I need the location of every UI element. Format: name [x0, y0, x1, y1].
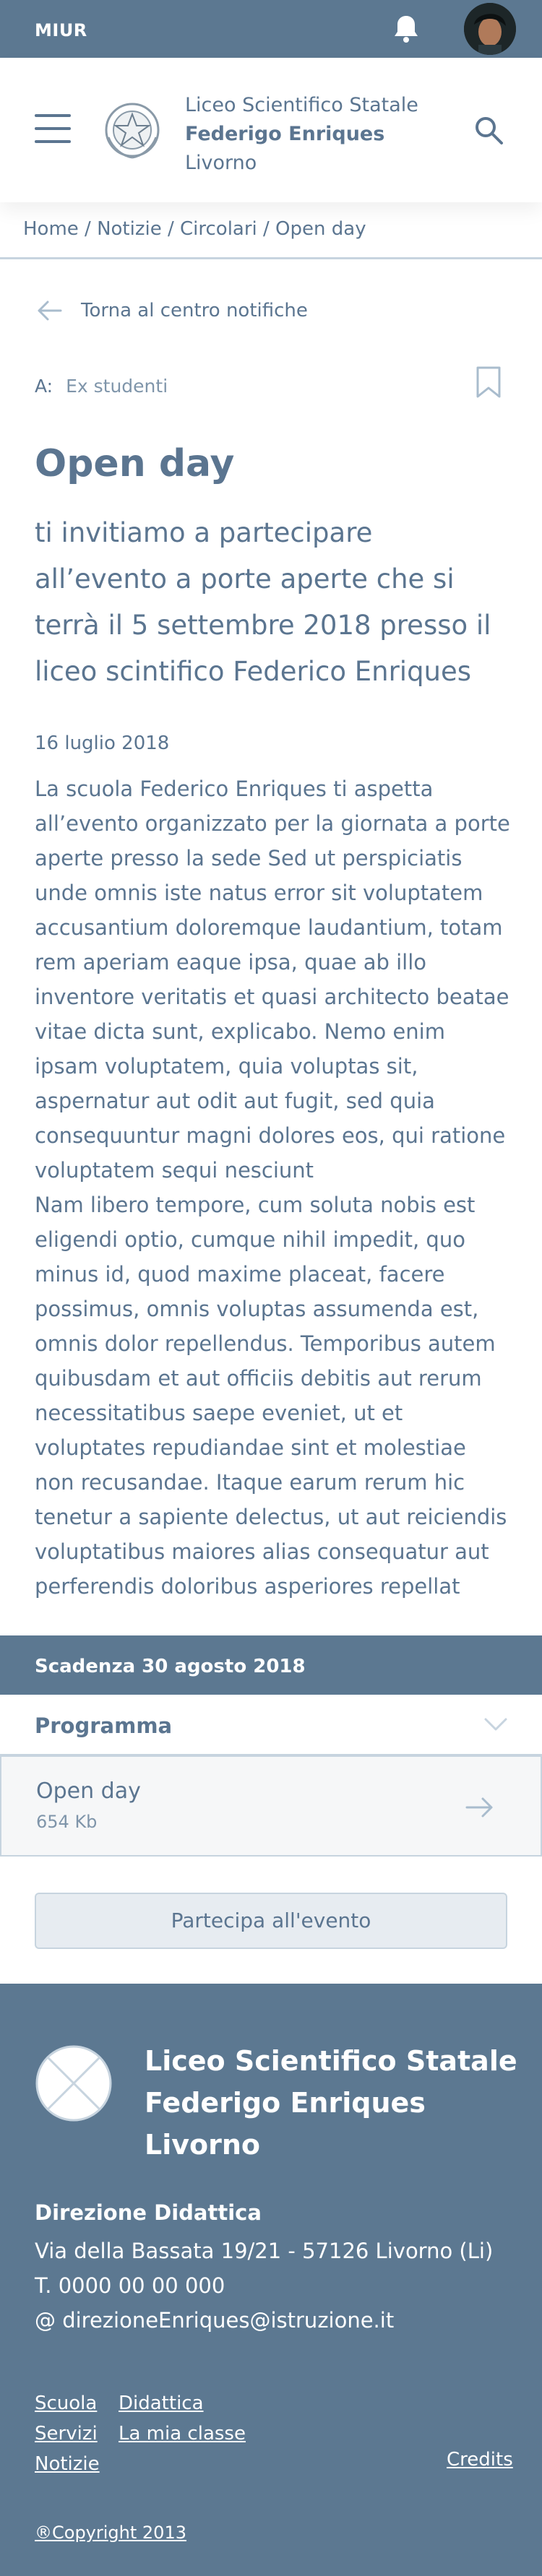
attachment-item[interactable]	[0, 1755, 542, 1857]
back-to-notifications-link[interactable]	[35, 296, 308, 325]
attachment-name: Open day	[36, 1778, 141, 1804]
menu-icon[interactable]	[35, 114, 71, 146]
search-icon[interactable]	[473, 114, 504, 146]
address: Via della Bassata 19/21 - 57126 Livorno (Li)	[35, 2239, 494, 2263]
deadline-banner: Scadenza 30 agosto 2018	[0, 1635, 542, 1695]
school-name-line3: Livorno	[185, 152, 257, 174]
back-link-label: Torna al centro notifiche	[81, 300, 308, 321]
school-name-line1: Liceo Scientifico Statale	[185, 94, 418, 116]
bookmark-icon[interactable]	[476, 366, 502, 399]
republic-emblem-icon	[101, 94, 163, 163]
school-logo-placeholder-icon	[35, 2044, 113, 2122]
article-paragraph: Nam libero tempore, cum soluta nobis est eligendi optio, cumque nihil impedit, quo minus id, quod maxime placeat, facere possimus, omnis voluptas assumenda est, omnis dolor repellendus. Temporibus autem quibusdam et aut officiis debitis aut rerum necessitatibus saepe eveniet, ut et voluptates repudiandae sint et molestiae non recusandae. Itaque earum rerum hic tenetur a sapiente delectus, ut aut reiciendis voluptatibus maiores alias consequatur aut perferendis doloribus asperiores repellat	[35, 1193, 507, 1599]
site-header	[0, 58, 542, 202]
bell-icon[interactable]	[390, 13, 422, 45]
breadcrumb-divider	[0, 257, 542, 259]
arrow-left-icon	[35, 296, 64, 325]
avatar[interactable]	[464, 3, 516, 55]
program-accordion[interactable]	[0, 1695, 542, 1755]
recipient-line	[35, 376, 168, 397]
top-bar	[0, 0, 542, 58]
attachment-size: 654 Kb	[36, 1812, 98, 1832]
page-title: Open day	[35, 442, 235, 485]
school-name[interactable]	[185, 91, 418, 178]
school-name-line2: Federigo Enriques	[185, 123, 385, 145]
phone: T. 0000 00 00 000	[35, 2273, 225, 2298]
contact-info	[35, 2234, 493, 2338]
footer-link-scuola[interactable]: Scuola	[35, 2393, 98, 2414]
footer-school-line3: Livorno	[145, 2129, 261, 2161]
chevron-down-icon	[483, 1715, 509, 1734]
site-footer	[0, 1984, 542, 2576]
accordion-label: Programma	[35, 1713, 173, 1738]
footer-school-line2: Federigo Enriques	[145, 2087, 426, 2119]
article-subtitle: ti invitiamo a partecipare all’evento a porte aperte che si terrà il 5 settembre 2018 presso il liceo scintifico Federico Enriques	[35, 517, 491, 687]
footer-link-notizie[interactable]: Notizie	[35, 2453, 100, 2475]
copyright-link[interactable]: ®Copyright 2013	[35, 2523, 186, 2543]
recipient-value: Ex studenti	[66, 376, 168, 397]
email[interactable]: @ direzioneEnriques@istruzione.it	[35, 2308, 395, 2333]
article-date: 16 luglio 2018	[35, 732, 170, 754]
footer-link-servizi[interactable]: Servizi	[35, 2423, 98, 2445]
breadcrumb[interactable]: Home / Notizie / Circolari / Open day	[23, 218, 366, 240]
footer-link-didattica[interactable]: Didattica	[119, 2393, 204, 2414]
footer-school-line1: Liceo Scientifico Statale	[145, 2045, 517, 2077]
participate-button[interactable]: Partecipa all'evento	[35, 1893, 507, 1949]
footer-school-name[interactable]	[145, 2040, 520, 2166]
recipient-to-label: A:	[35, 376, 53, 397]
footer-link-mia-classe[interactable]: La mia classe	[119, 2423, 246, 2445]
article-paragraph: La scuola Federico Enriques ti aspetta all’evento organizzato per la giornata a porte aperte presso la sede Sed ut perspiciatis unde omnis iste natus error sit voluptatem accusantium doloremque laudantium, totam rem aperiam eaque ipsa, quae ab illo inventore veritatis et quasi architecto beatae vitae dicta sunt, explicabo. Nemo enim ipsam voluptatem, quia voluptas sit, aspernatur aut odit aut fugit, sed quia consequuntur magni dolores eos, qui ratione voluptatem sequi nesciunt	[35, 777, 510, 1183]
credits-link[interactable]: Credits	[447, 2449, 513, 2471]
brand-label[interactable]: MIUR	[35, 20, 87, 40]
arrow-right-icon	[464, 1793, 496, 1822]
direction-title: Direzione Didattica	[35, 2200, 262, 2225]
